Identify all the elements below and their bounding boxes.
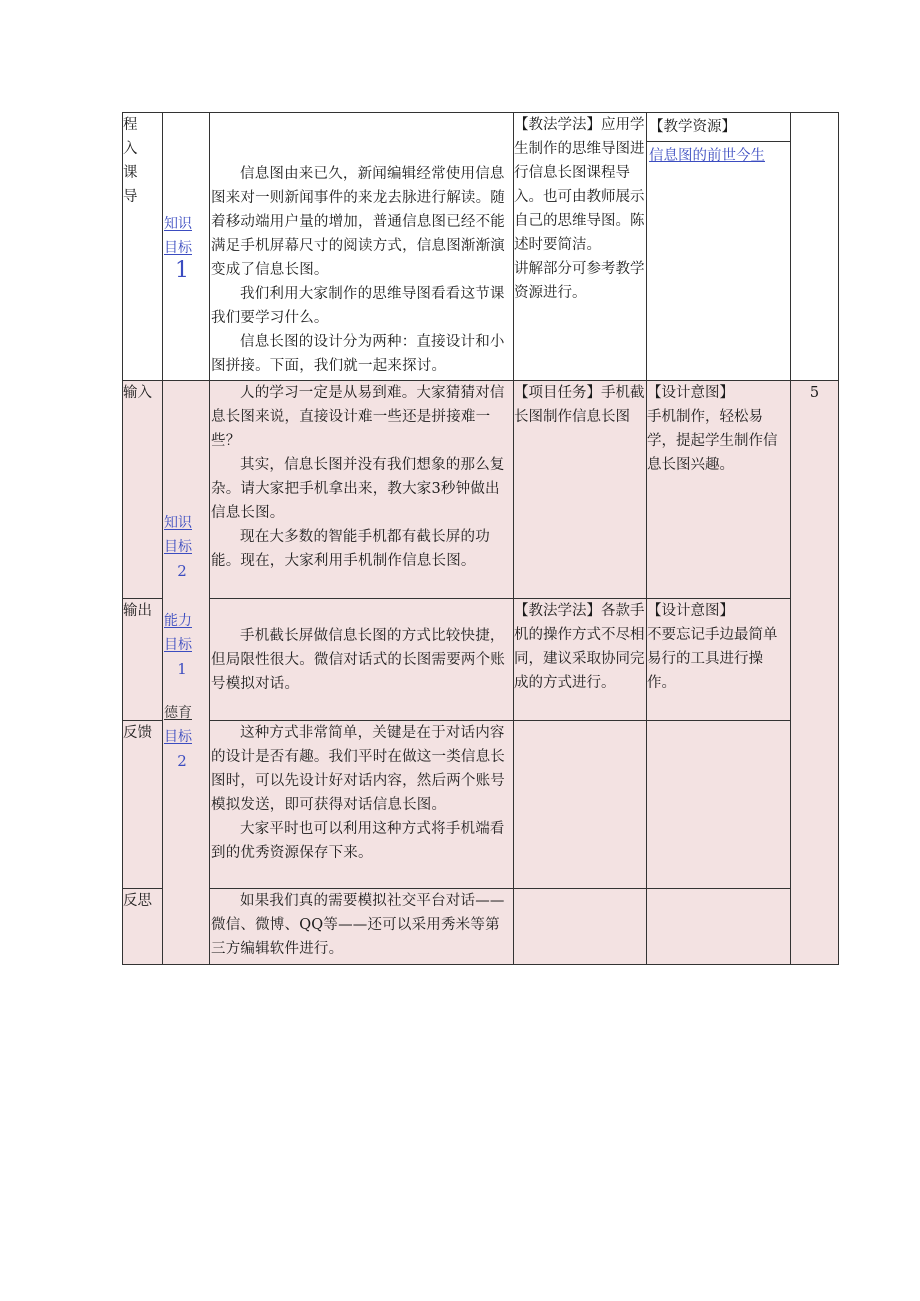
content-feedback bbox=[210, 721, 514, 889]
goal-number: 2 bbox=[177, 752, 187, 770]
content-reflect bbox=[210, 889, 514, 965]
time-cell: 5 bbox=[791, 381, 839, 965]
resource-intro bbox=[647, 113, 791, 381]
goal-number: 1 bbox=[175, 257, 189, 283]
content-input bbox=[210, 381, 514, 599]
method-feedback-empty bbox=[514, 721, 647, 889]
paragraph: 手机截长屏做信息长图的方式比较快捷，但局限性很大。微信对话式的长图需要两个账号模拟对话。 bbox=[211, 627, 505, 692]
design-feedback-empty bbox=[647, 721, 791, 889]
stage-char: 入 bbox=[123, 141, 138, 157]
row-input bbox=[123, 381, 839, 599]
paragraph: 人的学习一定是从易到难。大家猜猜对信息长图来说，直接设计难一些还是拼接难一些？ bbox=[211, 385, 505, 449]
paragraph: 信息长图的设计分为两种：直接设计和小图拼接。下面，我们就一起来探讨。 bbox=[211, 334, 505, 374]
resource-heading: 【教学资源】 bbox=[647, 113, 790, 142]
goal-line2: 目标 bbox=[164, 729, 192, 745]
stage-input: 输入 bbox=[123, 381, 163, 599]
goal-line2: 目标 bbox=[164, 539, 192, 555]
goal-ability-1 bbox=[163, 609, 209, 681]
paragraph: 信息图由来已久，新闻编辑经常使用信息图来对一则新闻事件的来龙去脉进行解读。随着移动端用户量的增加，普通信息图已经不能满足手机屏幕尺寸的阅读方式，信息图渐渐演变成了信息长图。 bbox=[211, 166, 505, 278]
content-output bbox=[210, 599, 514, 721]
resource-link[interactable]: 信息图的前世今生 bbox=[649, 148, 765, 164]
method-reflect-empty bbox=[514, 889, 647, 965]
paragraph: 大家平时也可以利用这种方式将手机端看到的优秀资源保存下来。 bbox=[211, 821, 505, 861]
design-input: 【设计意图】 手机制作，轻松易学，提起学生制作信息长图兴趣。 bbox=[647, 381, 791, 599]
goal-intro bbox=[163, 113, 210, 381]
goal-number: 2 bbox=[177, 562, 187, 580]
lesson-plan-table bbox=[122, 112, 839, 965]
goal-line1: 德育 bbox=[164, 705, 192, 721]
goal-line2: 目标 bbox=[164, 637, 192, 653]
goal-line1: 知识 bbox=[164, 515, 192, 531]
goal-number: 1 bbox=[177, 660, 187, 678]
content-intro bbox=[210, 113, 514, 381]
paragraph: 这种方式非常简单，关键是在于对话内容的设计是否有趣。我们平时在做这一类信息长图时，可以先设计好对话内容，然后两个账号模拟发送，即可获得对话信息长图。 bbox=[211, 725, 505, 813]
goal-moral-2 bbox=[163, 701, 209, 773]
row-feedback bbox=[123, 721, 839, 889]
method-output: 【教法学法】各款手机的操作方式不尽相同，建议采取协同完成的方式进行。 bbox=[514, 599, 647, 721]
stage-char: 课 bbox=[123, 165, 138, 181]
goal-line1: 知识 bbox=[164, 215, 192, 232]
goals-merged bbox=[163, 381, 210, 965]
row-reflect bbox=[123, 889, 839, 965]
paragraph: 如果我们真的需要模拟社交平台对话——微信、微博、QQ等——还可以采用秀米等第三方编辑软件进行。 bbox=[211, 893, 505, 957]
paragraph: 现在大多数的智能手机都有截长屏的功能。现在，大家利用手机制作信息长图。 bbox=[211, 529, 490, 569]
time-empty bbox=[791, 113, 839, 381]
stage-feedback: 反馈 bbox=[123, 721, 163, 889]
design-output: 【设计意图】 不要忘记手边最简单易行的工具进行操作。 bbox=[647, 599, 791, 721]
goal-knowledge-2 bbox=[163, 511, 209, 583]
method-intro: 【教法学法】应用学生制作的思维导图进行信息长图课程导入。也可由教师展示自己的思维导图。陈述时要简洁。 讲解部分可参考教学资源进行。 bbox=[514, 113, 647, 381]
stage-output: 输出 bbox=[123, 599, 163, 721]
paragraph: 我们利用大家制作的思维导图看看这节课我们要学习什么。 bbox=[211, 286, 505, 326]
row-intro bbox=[123, 113, 839, 381]
method-input: 【项目任务】手机截长图制作信息长图 bbox=[514, 381, 647, 599]
paragraph: 其实，信息长图并没有我们想象的那么复杂。请大家把手机拿出来，教大家3秒钟做出信息长图。 bbox=[211, 457, 505, 521]
stage-char: 程 bbox=[123, 117, 138, 133]
stage-char: 导 bbox=[123, 189, 138, 205]
stage-reflect: 反思 bbox=[123, 889, 163, 965]
stage-intro bbox=[123, 113, 163, 381]
row-output bbox=[123, 599, 839, 721]
goal-line2: 目标 bbox=[164, 239, 192, 256]
design-reflect-empty bbox=[647, 889, 791, 965]
goal-line1: 能力 bbox=[164, 613, 192, 629]
